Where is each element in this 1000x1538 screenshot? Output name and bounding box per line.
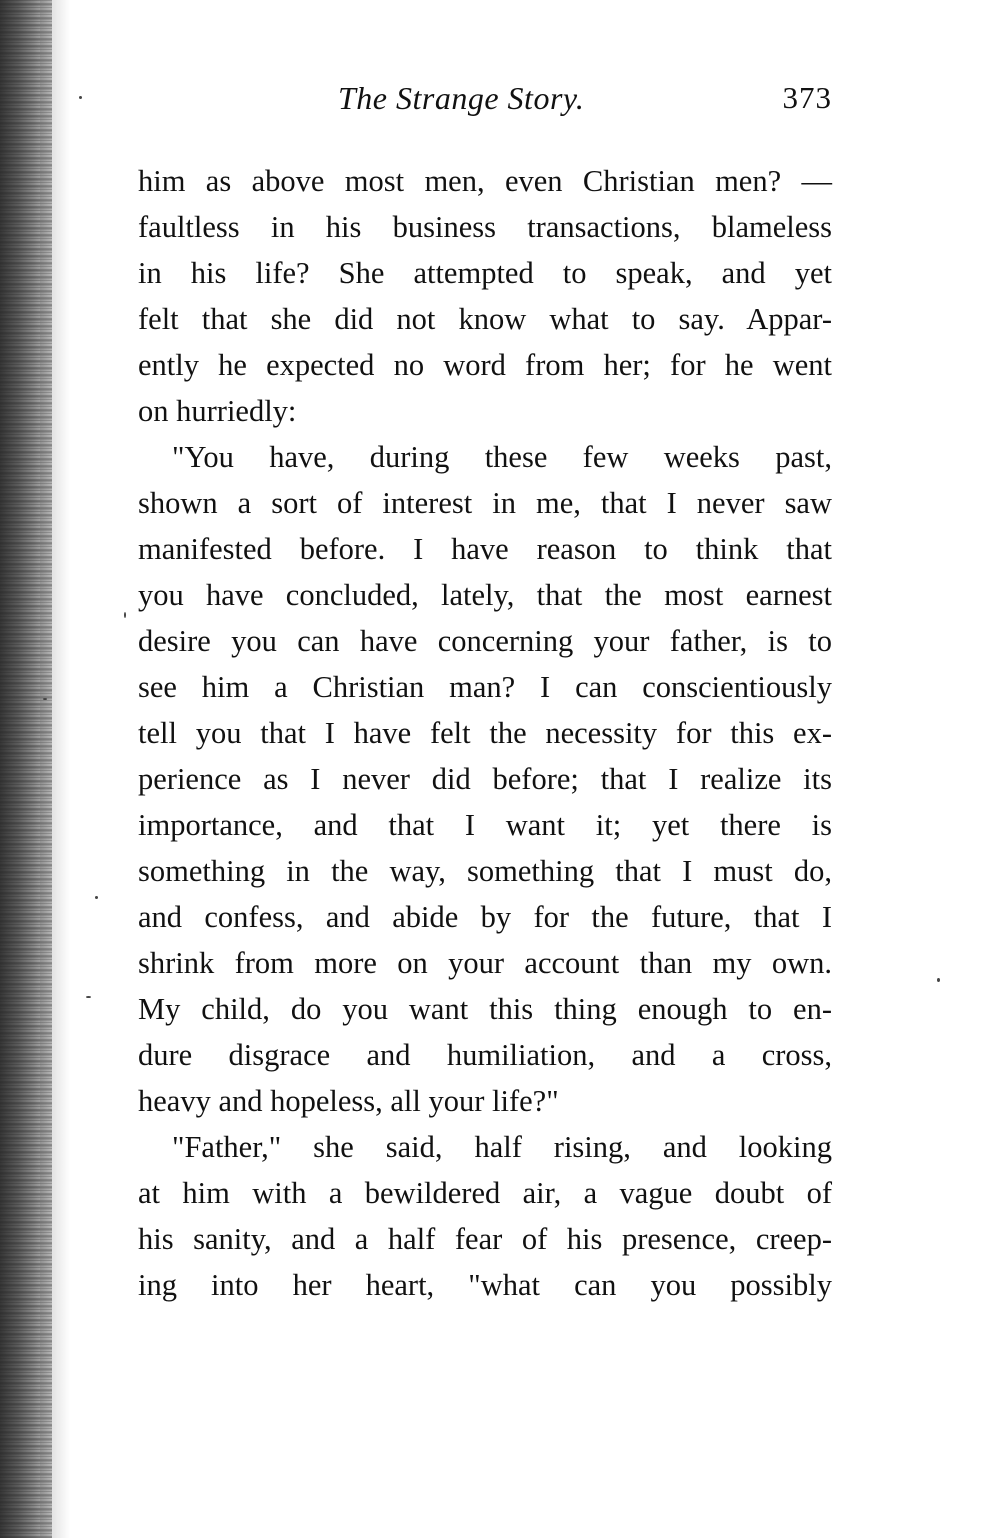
text-line: him as above most men, even Christian men? — <box>138 164 832 198</box>
text-line: on hurriedly: <box>138 394 297 428</box>
text-line: felt that she did not know what to say. Appar- <box>138 302 832 336</box>
text-line: desire you can have concerning your father, is to <box>138 624 832 658</box>
text-line: in his life? She attempted to speak, and yet <box>138 256 832 290</box>
text-line: you have concluded, lately, that the most earnest <box>138 578 832 612</box>
scan-speck <box>86 996 91 998</box>
text-line: "Father," she said, half rising, and looking <box>172 1130 832 1164</box>
text-line: faultless in his business transactions, blameless <box>138 210 832 244</box>
text-line: dure disgrace and humiliation, and a cross, <box>138 1038 832 1072</box>
text-line: something in the way, something that I must do, <box>138 854 832 888</box>
scan-speck <box>43 698 47 700</box>
body-text <box>138 158 832 1308</box>
text-line: tell you that I have felt the necessity for this ex- <box>138 716 832 750</box>
text-line: see him a Christian man? I can conscientiously <box>138 670 832 704</box>
scan-speck <box>95 896 98 899</box>
scan-speck <box>124 612 126 618</box>
text-line: and confess, and abide by for the future, that I <box>138 900 832 934</box>
text-line: shrink from more on your account than my own. <box>138 946 832 980</box>
text-line: My child, do you want this thing enough to en- <box>138 992 832 1026</box>
text-line: perience as I never did before; that I realize its <box>138 762 832 796</box>
text-line: ently he expected no word from her; for he went <box>138 348 832 382</box>
page-number: 373 <box>782 80 832 115</box>
text-line: heavy and hopeless, all your life?" <box>138 1084 559 1118</box>
text-line: ing into her heart, "what can you possibly <box>138 1268 832 1302</box>
gutter-fade <box>40 0 70 1538</box>
running-title: The Strange Story. <box>338 80 585 116</box>
text-line: "You have, during these few weeks past, <box>172 440 832 474</box>
text-line: manifested before. I have reason to think that <box>138 532 832 566</box>
running-head <box>138 80 838 120</box>
text-line: shown a sort of interest in me, that I never saw <box>138 486 832 520</box>
text-line: his sanity, and a half fear of his presence, creep- <box>138 1222 832 1256</box>
text-line: importance, and that I want it; yet there is <box>138 808 832 842</box>
scan-speck <box>79 96 82 99</box>
text-line: at him with a bewildered air, a vague doubt of <box>138 1176 832 1210</box>
scan-speck <box>937 978 940 982</box>
